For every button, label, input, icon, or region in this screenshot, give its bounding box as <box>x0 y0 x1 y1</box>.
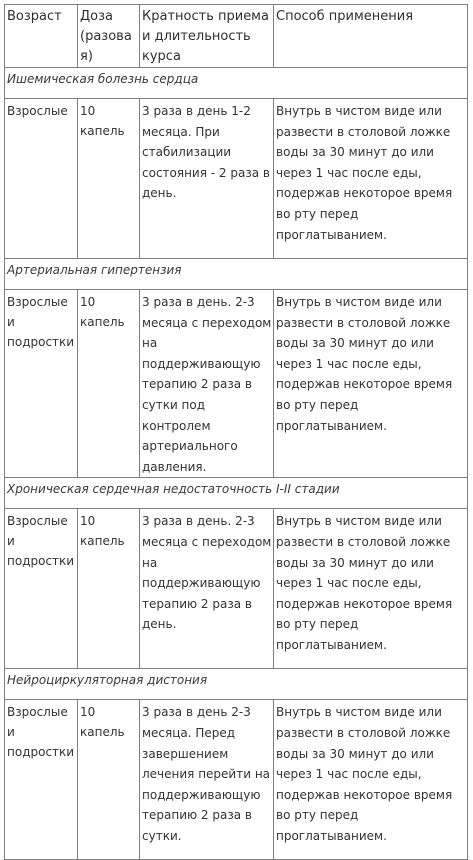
method-cell: Внутрь в чистом виде или развести в столовой ложке воды за 30 минут до или через 1 час после еды, подержав некоторое время во рту перед проглатыванием. <box>274 509 468 669</box>
table-row <box>5 290 468 478</box>
age-cell: Взрослые и подростки <box>5 290 78 478</box>
method-cell: Внутрь в чистом виде или развести в столовой ложке воды за 30 минут до или через 1 час после еды, подержав некоторое время во рту перед проглатыванием. <box>274 290 468 478</box>
section-row <box>5 478 468 509</box>
table-row <box>5 509 468 669</box>
section-row <box>5 669 468 700</box>
header-frequency: Кратность приема и длительность курса <box>140 5 274 68</box>
section-title: Ишемическая болезнь сердца <box>5 68 468 99</box>
section-title: Хроническая сердечная недостаточность I-II стадии <box>5 478 468 509</box>
header-age: Возраст <box>5 5 78 68</box>
frequency-cell: 3 раза в день. 2-3 месяца с переходом на поддерживающую терапию 2 раза в день. <box>140 509 274 669</box>
age-cell: Взрослые и подростки <box>5 700 78 860</box>
table-row <box>5 99 468 259</box>
dose-cell: 10 капель <box>78 700 140 860</box>
header-dose: Доза (разовая) <box>78 5 140 68</box>
age-cell: Взрослые <box>5 99 78 259</box>
section-title: Артериальная гипертензия <box>5 259 468 290</box>
section-row <box>5 259 468 290</box>
dose-cell: 10 капель <box>78 99 140 259</box>
dose-cell: 10 капель <box>78 290 140 478</box>
frequency-cell: 3 раза в день 1-2 месяца. При стабилизации состояния - 2 раза в день. <box>140 99 274 259</box>
section-row <box>5 68 468 99</box>
header-row <box>5 5 468 68</box>
age-cell: Взрослые и подростки <box>5 509 78 669</box>
frequency-cell: 3 раза в день. 2-3 месяца с переходом на поддерживающую терапию 2 раза в сутки под контролем артериального давления. <box>140 290 274 478</box>
method-cell: Внутрь в чистом виде или развести в столовой ложке воды за 30 минут до или через 1 час после еды, подержав некоторое время во рту перед проглатыванием. <box>274 99 468 259</box>
section-title: Нейроциркуляторная дистония <box>5 669 468 700</box>
method-cell: Внутрь в чистом виде или развести в столовой ложке воды за 30 минут до или через 1 час после еды, подержав некоторое время во рту перед проглатыванием. <box>274 700 468 860</box>
table-row <box>5 700 468 860</box>
frequency-cell: 3 раза в день 2-3 месяца. Перед завершением лечения перейти на поддерживающую терапию 2 раза в сутки. <box>140 700 274 860</box>
header-method: Способ применения <box>274 5 468 68</box>
dosage-table <box>4 4 468 860</box>
dose-cell: 10 капель <box>78 509 140 669</box>
